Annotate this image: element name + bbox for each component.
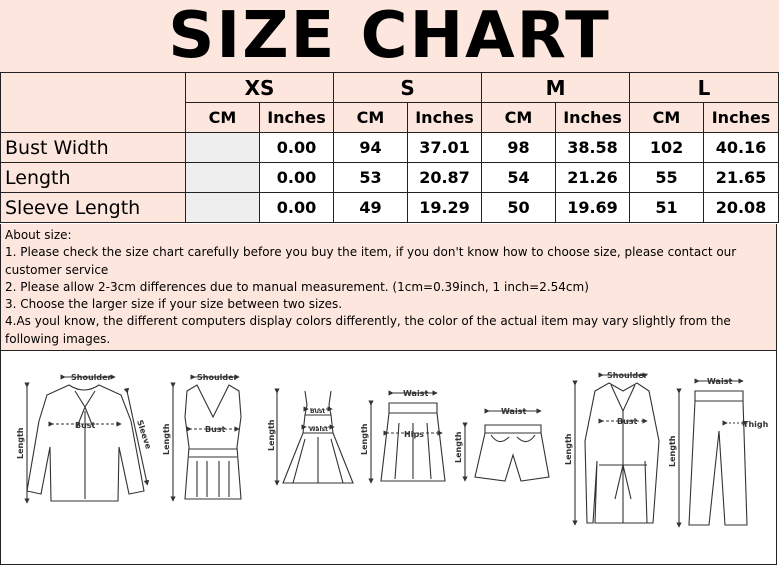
table-cell: 40.16 <box>704 133 779 163</box>
note-item: 1. Please check the size chart carefully before you buy the item, if you don't know how to choose size, please contact our customer service <box>5 245 737 277</box>
table-cell: 38.58 <box>556 133 630 163</box>
size-s-header: S <box>334 73 482 103</box>
waist-label: Waist <box>403 389 429 398</box>
length-label: Length <box>162 423 171 455</box>
trousers-diagram <box>679 381 747 525</box>
page-title: SIZE CHART <box>168 0 611 73</box>
unit-cm-header: CM <box>482 103 556 133</box>
length-label: Length <box>360 423 369 455</box>
shorts-diagram <box>465 411 549 481</box>
length-label: Length <box>16 427 25 459</box>
shoulder-label: Shoulder <box>607 371 648 380</box>
row-label: Length <box>1 163 186 193</box>
dress-diagram <box>277 391 353 483</box>
measurement-diagrams <box>0 351 777 565</box>
note-item: 2. Please allow 2-3cm differences due to manual measurement. (1cm=0.39inch, 1 inch=2.54cm) <box>5 279 589 294</box>
table-cell: 20.87 <box>408 163 482 193</box>
table-cell: 98 <box>482 133 556 163</box>
table-row <box>1 163 779 193</box>
shoulder-label: Shoulder <box>197 373 238 382</box>
bust-label: Bust <box>75 421 96 430</box>
blouse-diagram <box>27 377 147 501</box>
length-label: Length <box>668 435 677 467</box>
table-cell: 21.26 <box>556 163 630 193</box>
size-table <box>0 72 779 223</box>
thigh-label: Thigh <box>743 420 769 429</box>
table-cell: 19.69 <box>556 193 630 223</box>
unit-inches-header: Inches <box>704 103 779 133</box>
hips-label: Hips <box>404 430 424 439</box>
waist-label: Waist <box>309 426 328 433</box>
table-cell: 51 <box>630 193 704 223</box>
table-cell: 19.29 <box>408 193 482 223</box>
row-label: Bust Width <box>1 133 186 163</box>
title-band <box>0 0 779 72</box>
unit-cm-header: CM <box>334 103 408 133</box>
notes-heading: About size: <box>5 228 72 242</box>
size-l-header: L <box>630 73 779 103</box>
table-cell: 102 <box>630 133 704 163</box>
table-cell: 94 <box>334 133 408 163</box>
table-cell: 21.65 <box>704 163 779 193</box>
bust-label: Bust <box>205 425 226 434</box>
table-cell <box>186 133 260 163</box>
waist-label: Waist <box>501 407 527 416</box>
table-cell: 49 <box>334 193 408 223</box>
unit-cm-header: CM <box>630 103 704 133</box>
table-cell: 54 <box>482 163 556 193</box>
length-label: Length <box>564 433 573 465</box>
length-label: Length <box>267 419 276 451</box>
sleeve-label: Sleeve <box>135 418 153 451</box>
size-m-header: M <box>482 73 630 103</box>
note-item: 3. Choose the larger size if your size between two sizes. <box>5 297 343 312</box>
size-xs-header: XS <box>186 73 334 103</box>
table-cell: 0.00 <box>260 133 334 163</box>
note-item: 4.As youl know, the different computers display colors differently, the color of the actual item may vary slightly from the following images. <box>5 314 731 346</box>
table-row <box>1 193 779 223</box>
unit-inches-header: Inches <box>556 103 630 133</box>
table-cell: 50 <box>482 193 556 223</box>
tank-top-diagram <box>173 377 241 499</box>
length-label: Length <box>454 431 463 463</box>
table-cell: 37.01 <box>408 133 482 163</box>
bust-label: Bust <box>310 408 326 415</box>
waist-label: Waist <box>707 377 733 386</box>
table-cell <box>186 193 260 223</box>
unit-cm-header: CM <box>186 103 260 133</box>
garment-diagrams-svg <box>1 351 776 564</box>
table-row <box>1 133 779 163</box>
table-cell <box>186 163 260 193</box>
shoulder-label: Shoulder <box>71 373 112 382</box>
table-cell: 0.00 <box>260 193 334 223</box>
size-notes <box>0 224 777 351</box>
bust-label: Bust <box>617 417 638 426</box>
table-cell: 55 <box>630 163 704 193</box>
size-header-row <box>1 73 779 103</box>
table-cell: 0.00 <box>260 163 334 193</box>
unit-inches-header: Inches <box>408 103 482 133</box>
table-cell: 53 <box>334 163 408 193</box>
row-label: Sleeve Length <box>1 193 186 223</box>
table-cell: 20.08 <box>704 193 779 223</box>
table-corner <box>1 73 186 133</box>
coat-diagram <box>575 375 659 523</box>
unit-inches-header: Inches <box>260 103 334 133</box>
